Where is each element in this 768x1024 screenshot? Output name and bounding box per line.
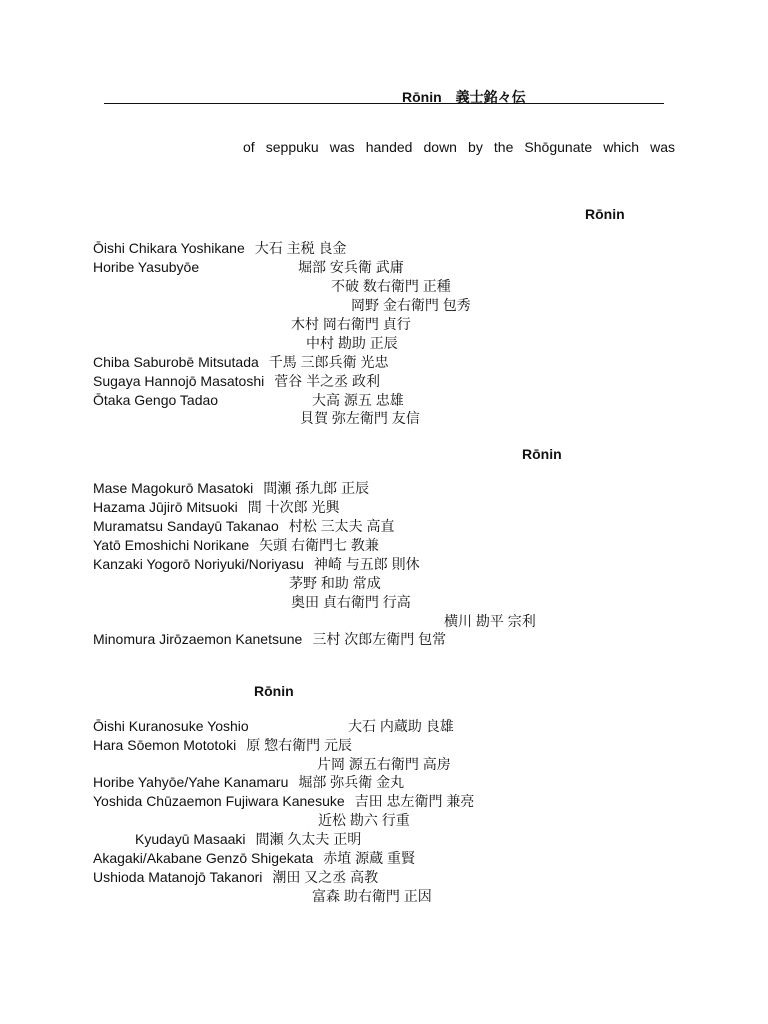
entry-kanji: 間 十次郎 光興 xyxy=(247,499,340,515)
roster-entry xyxy=(444,613,536,630)
entry-kanji: 神崎 与五郎 則休 xyxy=(313,556,420,572)
entry-kanji: 富森 助右衛門 正因 xyxy=(312,888,432,904)
roster-entry xyxy=(312,888,432,905)
entry-romaji: Ōtaka Gengo Tadao xyxy=(93,392,219,408)
roster-entry-kanji-only xyxy=(298,259,404,276)
section-heading: Rōnin xyxy=(585,206,625,222)
entry-romaji: Yoshida Chūzaemon Fujiwara Kanesuke xyxy=(93,793,345,809)
entry-kanji: 吉田 忠左衛門 兼亮 xyxy=(354,793,475,809)
entry-kanji: 中村 勘助 正辰 xyxy=(306,335,398,351)
entry-romaji: Kyudayū Masaaki xyxy=(135,831,246,847)
roster-entry-kanji-only xyxy=(312,392,404,409)
roster-entry xyxy=(93,373,380,390)
entry-kanji: 千馬 三郎兵衛 光忠 xyxy=(268,354,389,370)
roster-entry xyxy=(93,537,379,554)
roster-entry-kanji-only xyxy=(348,718,454,735)
entry-kanji: 堀部 安兵衛 武庸 xyxy=(298,259,404,275)
roster-entry xyxy=(93,631,446,648)
entry-kanji: 間瀬 孫九郎 正辰 xyxy=(263,480,370,496)
roster-entry xyxy=(93,850,415,867)
roster-entry xyxy=(291,316,411,333)
entry-kanji: 横川 勘平 宗利 xyxy=(444,613,536,629)
roster-entry xyxy=(93,737,352,754)
header-title-kanji: 義士銘々伝 xyxy=(455,89,526,105)
roster-entry xyxy=(93,499,340,516)
entry-kanji: 赤埴 源蔵 重賢 xyxy=(323,850,416,866)
entry-kanji: 岡野 金右衛門 包秀 xyxy=(351,297,471,313)
entry-kanji: 間瀬 久太夫 正明 xyxy=(255,831,362,847)
roster-entry xyxy=(317,756,451,773)
entry-kanji: 潮田 又之丞 高教 xyxy=(272,869,379,885)
entry-kanji: 片岡 源五右衛門 高房 xyxy=(317,756,451,772)
entry-romaji: Yatō Emoshichi Norikane xyxy=(93,537,250,553)
entry-kanji: 三村 次郎左衛門 包常 xyxy=(312,631,447,647)
roster-entry xyxy=(93,718,249,735)
roster-entry xyxy=(93,556,420,573)
entry-kanji: 村松 三太夫 高直 xyxy=(288,518,395,534)
entry-kanji: 菅谷 半之丞 政利 xyxy=(274,373,381,389)
roster-entry xyxy=(318,812,410,829)
roster-entry xyxy=(331,278,451,295)
roster-entry xyxy=(93,774,404,791)
entry-romaji: Ushioda Matanojō Takanori xyxy=(93,869,263,885)
roster-entry xyxy=(93,354,389,371)
entry-romaji: Ōishi Chikara Yoshikane xyxy=(93,240,245,256)
entry-kanji: 奥田 貞右衛門 行高 xyxy=(291,594,411,610)
roster-entry xyxy=(93,480,369,497)
entry-romaji: Hazama Jūjirō Mitsuoki xyxy=(93,499,238,515)
roster-entry xyxy=(93,518,395,535)
page-header xyxy=(402,87,526,107)
entry-kanji: 大石 主税 良金 xyxy=(254,240,347,256)
roster-entry xyxy=(289,575,381,592)
entry-romaji: Hara Sōemon Mototoki xyxy=(93,737,237,753)
header-title-romaji: Rōnin xyxy=(402,89,442,105)
roster-entry xyxy=(93,240,347,257)
entry-kanji: 大石 内蔵助 良雄 xyxy=(348,718,454,734)
roster-entry xyxy=(291,594,411,611)
roster-entry xyxy=(93,392,218,409)
entry-romaji: Chiba Saburobē Mitsutada xyxy=(93,354,259,370)
entry-kanji: 木村 岡右衛門 貞行 xyxy=(291,316,411,332)
entry-kanji: 茅野 和助 常成 xyxy=(289,575,381,591)
roster-entry xyxy=(351,297,471,314)
entry-kanji: 堀部 弥兵衛 金丸 xyxy=(298,774,405,790)
roster-entry xyxy=(93,259,199,276)
roster-entry xyxy=(93,869,378,886)
entry-romaji: Horibe Yahyōe/Yahe Kanamaru xyxy=(93,774,289,790)
roster-entry xyxy=(93,793,474,810)
entry-romaji: Muramatsu Sandayū Takanao xyxy=(93,518,279,534)
section-heading: Rōnin xyxy=(254,683,294,699)
entry-kanji: 矢頭 右衛門七 教兼 xyxy=(259,537,379,553)
roster-entry xyxy=(306,335,398,352)
entry-romaji: Ōishi Kuranosuke Yoshio xyxy=(93,718,249,734)
intro-text: of seppuku was handed down by the Shōgunate which was xyxy=(243,139,675,155)
roster-entry xyxy=(300,410,420,427)
roster-entry xyxy=(135,831,361,848)
entry-kanji: 大高 源五 忠雄 xyxy=(312,392,404,408)
entry-kanji: 近松 勘六 行重 xyxy=(318,812,410,828)
entry-kanji: 原 惣右衛門 元辰 xyxy=(246,737,352,753)
entry-kanji: 不破 数右衛門 正種 xyxy=(331,278,451,294)
entry-romaji: Mase Magokurō Masatoki xyxy=(93,480,254,496)
header-rule xyxy=(104,103,664,104)
section-heading: Rōnin xyxy=(522,446,562,462)
entry-romaji: Kanzaki Yogorō Noriyuki/Noriyasu xyxy=(93,556,304,572)
entry-romaji: Akagaki/Akabane Genzō Shigekata xyxy=(93,850,314,866)
entry-romaji: Minomura Jirōzaemon Kanetsune xyxy=(93,631,303,647)
entry-kanji: 貝賀 弥左衛門 友信 xyxy=(300,410,420,426)
entry-romaji: Horibe Yasubyōe xyxy=(93,259,200,275)
entry-romaji: Sugaya Hannojō Masatoshi xyxy=(93,373,265,389)
